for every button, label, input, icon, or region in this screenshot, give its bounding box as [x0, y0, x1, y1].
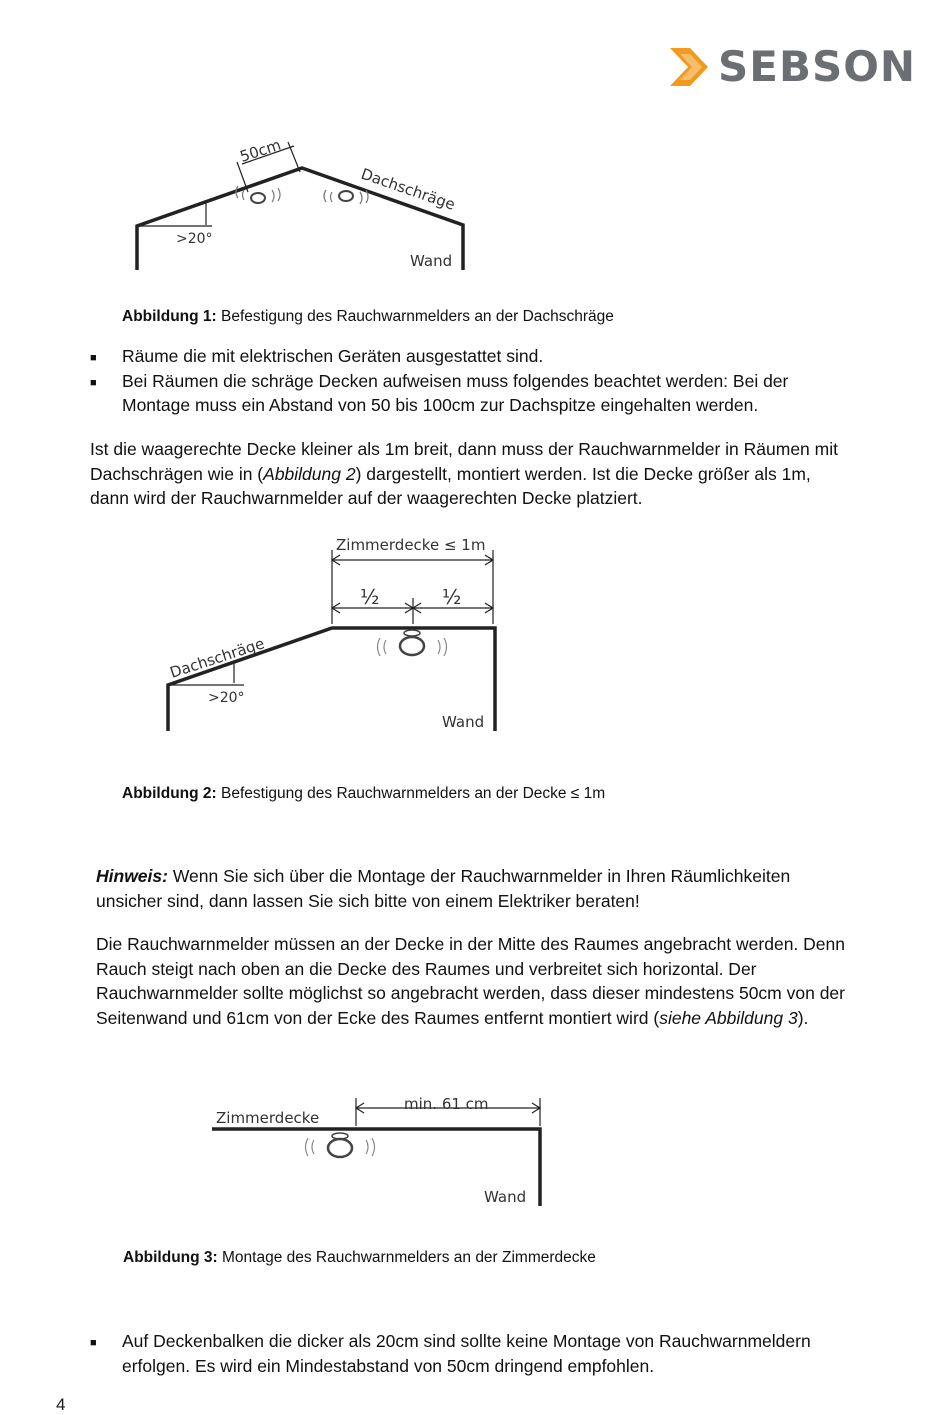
- figure-1-caption: [122, 308, 614, 326]
- paragraph-line: Ist die waagerechte Decke kleiner als 1m breit, dann muss der Rauchwarnmelder in Räumen mit: [90, 439, 838, 459]
- list-item-text: Räume die mit elektrischen Geräten ausgestattet sind.: [122, 346, 544, 366]
- bullet-list-bottom: [90, 1329, 910, 1378]
- fig3-label-zimmerdecke: Zimmerdecke: [216, 1109, 320, 1127]
- list-item-text: Montage muss ein Abstand von 50 bis 100cm zur Dachspitze eingehalten werden.: [122, 395, 759, 415]
- caption-text: Montage des Rauchwarnmelders an der Zimmerdecke: [217, 1249, 596, 1266]
- list-item-text: Bei Räumen die schräge Decken aufweisen muss folgendes beachtet werden: Bei der: [122, 370, 789, 391]
- figure-2-caption: [122, 785, 605, 803]
- figure-3-caption: [123, 1249, 596, 1267]
- note-label: Hinweis:: [96, 866, 168, 886]
- note-line: [96, 864, 916, 889]
- paragraph-line: Die Rauchwarnmelder müssen an der Decke in der Mitte des Raumes angebracht werden. Denn: [96, 934, 845, 954]
- caption-label: Abbildung 1:: [122, 308, 217, 325]
- fig3-label-wand: Wand: [484, 1188, 527, 1206]
- list-item: [90, 344, 910, 369]
- note-line: unsicher sind, dann lassen Sie sich bitte von einem Elektriker beraten!: [96, 890, 640, 911]
- fig2-label-wand: Wand: [442, 713, 485, 731]
- fig2-label-half-left: ½: [360, 585, 380, 609]
- fig2-label-angle: >20°: [208, 690, 245, 706]
- fig2-label-half-right: ½: [442, 585, 462, 609]
- smoke-detector-icon: [306, 1133, 375, 1157]
- list-item: [90, 369, 910, 418]
- fig2-label-dachschraege: Dachschräge: [167, 634, 267, 682]
- figure-2-ceiling-diagram: [160, 530, 505, 735]
- fig1-label-wand: Wand: [410, 252, 453, 270]
- figure-3-ceiling-diagram: [208, 1090, 548, 1212]
- bullet-marker: ■: [90, 376, 97, 389]
- figure-reference: Abbildung 2: [263, 463, 356, 484]
- bullet-list-top: [90, 344, 910, 418]
- note-text: Wenn Sie sich über die Montage der Rauchwarnmelder in Ihren Räumlichkeiten: [167, 866, 791, 886]
- paragraph-text: Seitenwand und 61cm von der Ecke des Raumes entfernt montiert wird (: [96, 1007, 660, 1028]
- list-item: [90, 1329, 910, 1378]
- sebson-logo: [668, 42, 917, 91]
- page-number: 4: [56, 1395, 66, 1414]
- figure-reference: siehe Abbildung 3: [659, 1007, 798, 1028]
- bullet-marker: ■: [90, 352, 97, 364]
- smoke-detector-icon: [378, 630, 447, 656]
- paragraph-placement: [96, 932, 926, 1030]
- smoke-detector-icon: [324, 190, 368, 204]
- fig3-label-min: min. 61 cm: [404, 1095, 489, 1113]
- fig2-label-zimmerdecke: Zimmerdecke ≤ 1m: [336, 536, 486, 554]
- paragraph-line: Rauch steigt nach oben an die Decke des Raumes und verbreitet sich horizontal. Der: [96, 958, 757, 979]
- caption-label: Abbildung 2:: [122, 785, 217, 802]
- fig1-label-50cm: 50cm: [237, 135, 284, 166]
- paragraph-ceiling-width: [90, 437, 920, 511]
- fig1-label-angle: >20°: [176, 231, 213, 247]
- paragraph-line: [96, 1006, 926, 1031]
- list-item-text: erfolgen. Es wird ein Mindestabstand von 50cm dringend empfohlen.: [122, 1355, 655, 1376]
- caption-text: Befestigung des Rauchwarnmelders an der Decke ≤ 1m: [216, 785, 606, 802]
- logo-chevron-icon: [668, 44, 716, 90]
- paragraph-line: dann wird der Rauchwarnmelder auf der waagerechten Decke platziert.: [90, 488, 643, 508]
- list-item-text: Auf Deckenbalken die dicker als 20cm sind sollte keine Montage von Rauchwarnmeldern: [122, 1331, 811, 1351]
- fig1-label-dachschraege: Dachschräge: [358, 164, 458, 214]
- paragraph-line: [90, 462, 920, 487]
- paragraph-text: Dachschrägen wie in (: [90, 463, 264, 484]
- logo-text: SEBSON: [718, 42, 917, 91]
- note-block: [96, 864, 916, 913]
- paragraph-text: ) dargestellt, montiert werden. Ist die Decke größer als 1m,: [355, 463, 811, 484]
- figure-1-roof-diagram: [120, 128, 480, 274]
- caption-label: Abbildung 3:: [123, 1249, 218, 1266]
- paragraph-text: ).: [797, 1007, 809, 1028]
- bullet-marker: ■: [90, 1337, 97, 1349]
- caption-text: Befestigung des Rauchwarnmelders an der Dachschräge: [216, 308, 614, 325]
- paragraph-line: Rauchwarnmelder sollte möglichst so angebracht werden, dass dieser mindestens 50cm von der: [96, 983, 845, 1003]
